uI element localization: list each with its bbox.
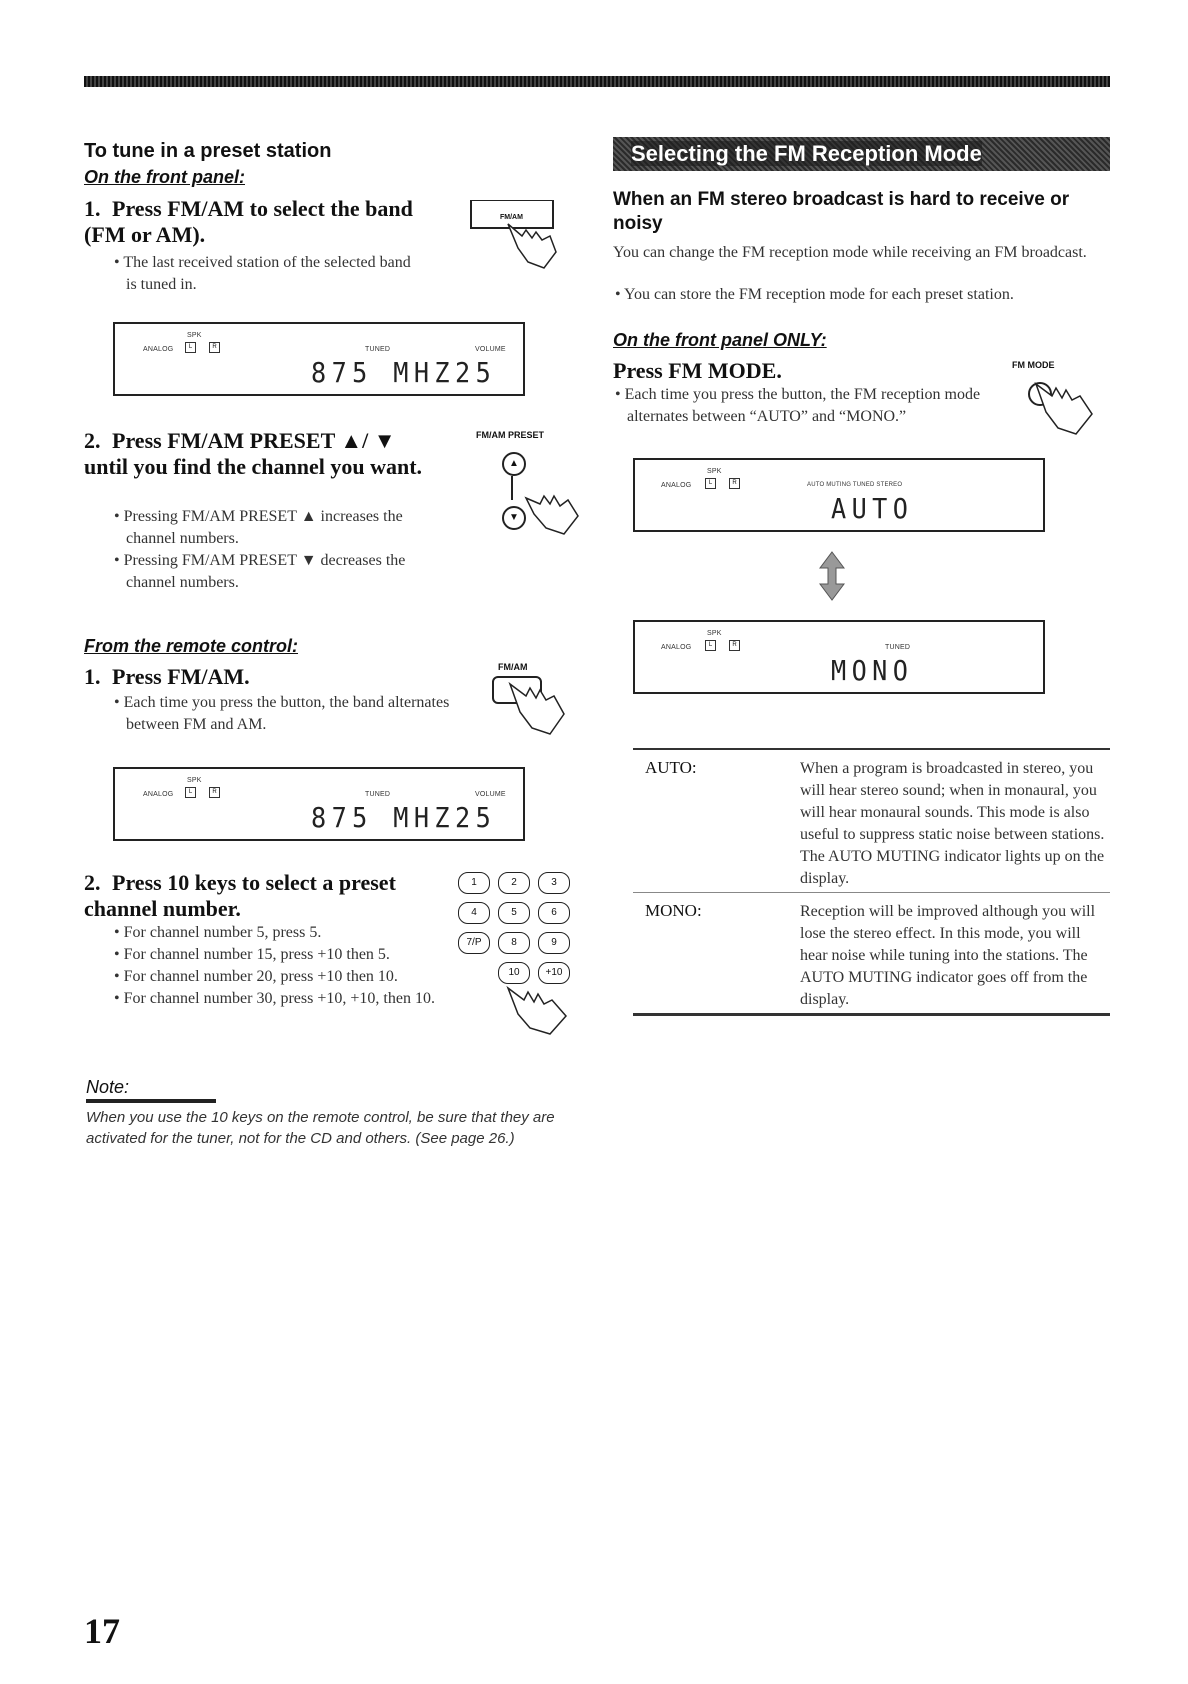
pointing-hand-icon bbox=[1032, 374, 1096, 438]
speaker-l-indicator: L bbox=[185, 342, 196, 353]
list-item: • For channel number 20, press +10 then 10. bbox=[112, 966, 442, 988]
list-item: • For channel number 15, press +10 then 5. bbox=[112, 944, 442, 966]
page-number: 17 bbox=[84, 1611, 120, 1651]
list-item: • For channel number 5, press 5. bbox=[112, 922, 442, 944]
spk-indicator: SPK bbox=[707, 630, 722, 637]
fm-mode-step: Press FM MODE. bbox=[613, 358, 782, 383]
intro-notes bbox=[613, 284, 1103, 306]
mode-description: Reception will be improved although you will lose the stereo effect. In this mode, you will hear noise while tuning into the stations. The AUTO MUTING indicator goes off from the display. bbox=[800, 903, 1096, 1008]
mode-key: MONO: bbox=[645, 901, 702, 920]
preset-up-button-icon: ▲ bbox=[502, 452, 526, 476]
keypad-key-icon: 2 bbox=[498, 872, 530, 894]
banner-title: Selecting the FM Reception Mode bbox=[631, 141, 982, 166]
list-item: • You can store the FM reception mode for each preset station. bbox=[613, 284, 1103, 306]
note-body: When you use the 10 keys on the remote control, be sure that they are activated for the tuner, not for the CD and others. (See page 26.) bbox=[86, 1109, 555, 1147]
keypad-key-icon: 4 bbox=[458, 902, 490, 924]
spk-indicator: SPK bbox=[707, 468, 722, 475]
auto-muting-tuned-stereo-indicators: AUTO MUTING TUNED STEREO bbox=[807, 482, 903, 488]
step-title: Press FM/AM PRESET ▲/ ▼ until you find the channel you want. bbox=[84, 428, 423, 479]
keypad-key-icon: 5 bbox=[498, 902, 530, 924]
mode-description: When a program is broadcasted in stereo, you will hear stereo sound; when in monaural, you will hear monaural sounds. This mode is also useful to suppress static noise between stations. The AUTO MUTING indicator lights up on the display. bbox=[800, 760, 1105, 887]
remote-step-2 bbox=[84, 870, 444, 922]
keypad-key-icon: 10 bbox=[498, 962, 530, 984]
display-panel bbox=[113, 767, 525, 841]
table-row bbox=[633, 750, 1110, 893]
fm-mode-button-illustration bbox=[1010, 360, 1110, 440]
list-item: • Each time you press the button, the FM reception mode alternates between “AUTO” and “MONO.” bbox=[613, 384, 1003, 428]
double-arrow-icon bbox=[816, 550, 848, 602]
keypad-key-icon: +10 bbox=[538, 962, 570, 984]
remote-step-1 bbox=[84, 664, 444, 690]
spk-indicator: SPK bbox=[187, 332, 202, 339]
tuned-indicator: TUNED bbox=[885, 644, 911, 651]
step-2-notes bbox=[112, 506, 452, 594]
speaker-r-indicator: R bbox=[209, 787, 220, 798]
analog-indicator: ANALOG bbox=[143, 791, 174, 798]
fmam-button-illustration bbox=[470, 200, 560, 258]
speaker-l-indicator: L bbox=[705, 640, 716, 651]
keypad-key-icon: 8 bbox=[498, 932, 530, 954]
list-item: • Pressing FM/AM PRESET ▲ increases the channel numbers. bbox=[112, 506, 452, 550]
speaker-r-indicator: R bbox=[209, 342, 220, 353]
display-panel bbox=[113, 322, 525, 396]
pointing-hand-icon bbox=[504, 218, 560, 274]
tuned-indicator: TUNED bbox=[365, 346, 391, 353]
keypad-key-icon: 9 bbox=[538, 932, 570, 954]
keypad-illustration bbox=[458, 870, 588, 1040]
speaker-r-indicator: R bbox=[729, 640, 740, 651]
list-item: • Pressing FM/AM PRESET ▼ decreases the channel numbers. bbox=[112, 550, 452, 594]
note-underline bbox=[86, 1099, 216, 1103]
intro-text: You can change the FM reception mode while receiving an FM broadcast. bbox=[613, 244, 1087, 261]
fm-mode-label: FM MODE bbox=[1012, 360, 1055, 370]
frequency-readout: 875 MHZ25 bbox=[311, 356, 497, 389]
spk-indicator: SPK bbox=[187, 777, 202, 784]
step-1-notes bbox=[112, 252, 412, 296]
step-number: 1. bbox=[84, 664, 101, 689]
list-item: • The last received station of the selected band is tuned in. bbox=[112, 252, 412, 296]
analog-indicator: ANALOG bbox=[661, 644, 692, 651]
remote-step-1-notes bbox=[112, 692, 452, 736]
display-panel-mono bbox=[633, 620, 1045, 694]
speaker-l-indicator: L bbox=[705, 478, 716, 489]
step-number: 2. bbox=[84, 428, 101, 453]
preset-label: FM/AM PRESET bbox=[476, 430, 545, 440]
remote-label: From the remote control: bbox=[84, 636, 299, 656]
fm-mode-notes bbox=[613, 384, 1003, 428]
speaker-l-indicator: L bbox=[185, 787, 196, 798]
volume-indicator: VOLUME bbox=[475, 791, 506, 798]
volume-indicator: VOLUME bbox=[475, 346, 506, 353]
top-rule bbox=[84, 76, 1110, 87]
pointing-hand-icon bbox=[506, 676, 568, 738]
keypad-key-icon: 7/P bbox=[458, 932, 490, 954]
step-title: Press FM/AM. bbox=[112, 664, 250, 689]
preset-down-button-icon: ▼ bbox=[502, 506, 526, 530]
step-number: 2. bbox=[84, 870, 101, 895]
front-only-label: On the front panel ONLY: bbox=[613, 330, 827, 350]
step-title: Press 10 keys to select a preset channel number. bbox=[84, 870, 396, 921]
remote-fmam-illustration bbox=[480, 662, 580, 742]
remote-step-2-notes bbox=[112, 922, 442, 1010]
modes-table bbox=[633, 748, 1110, 1016]
front-panel-label: On the front panel: bbox=[84, 167, 245, 187]
display-panel-auto bbox=[633, 458, 1045, 532]
section-heading: To tune in a preset station bbox=[84, 140, 332, 162]
analog-indicator: ANALOG bbox=[143, 346, 174, 353]
pointing-hand-icon bbox=[504, 982, 570, 1038]
analog-indicator: ANALOG bbox=[661, 482, 692, 489]
list-item: • For channel number 30, press +10, +10, then 10. bbox=[112, 988, 442, 1010]
tuned-indicator: TUNED bbox=[365, 791, 391, 798]
frequency-readout: 875 MHZ25 bbox=[311, 801, 497, 834]
note-heading: Note: bbox=[86, 1077, 130, 1097]
pointing-hand-icon bbox=[522, 480, 582, 538]
speaker-r-indicator: R bbox=[729, 478, 740, 489]
list-item: • Each time you press the button, the band alternates between FM and AM. bbox=[112, 692, 452, 736]
section-banner bbox=[613, 137, 1110, 171]
step-number: 1. bbox=[84, 196, 101, 221]
mode-readout: AUTO bbox=[831, 492, 914, 525]
step-2 bbox=[84, 428, 444, 480]
step-1 bbox=[84, 196, 444, 248]
fmam-label: FM/AM bbox=[498, 662, 528, 672]
table-row bbox=[633, 893, 1110, 1013]
preset-button-illustration bbox=[470, 430, 590, 540]
keypad-key-icon: 6 bbox=[538, 902, 570, 924]
keypad-key-icon: 1 bbox=[458, 872, 490, 894]
mode-key: AUTO: bbox=[645, 758, 697, 777]
step-title: Press FM/AM to select the band (FM or AM). bbox=[84, 196, 413, 247]
subheading: When an FM stereo broadcast is hard to receive or noisy bbox=[613, 189, 1070, 234]
mode-readout: MONO bbox=[831, 654, 914, 687]
fmam-label: FM/AM bbox=[500, 214, 523, 221]
keypad-key-icon: 3 bbox=[538, 872, 570, 894]
